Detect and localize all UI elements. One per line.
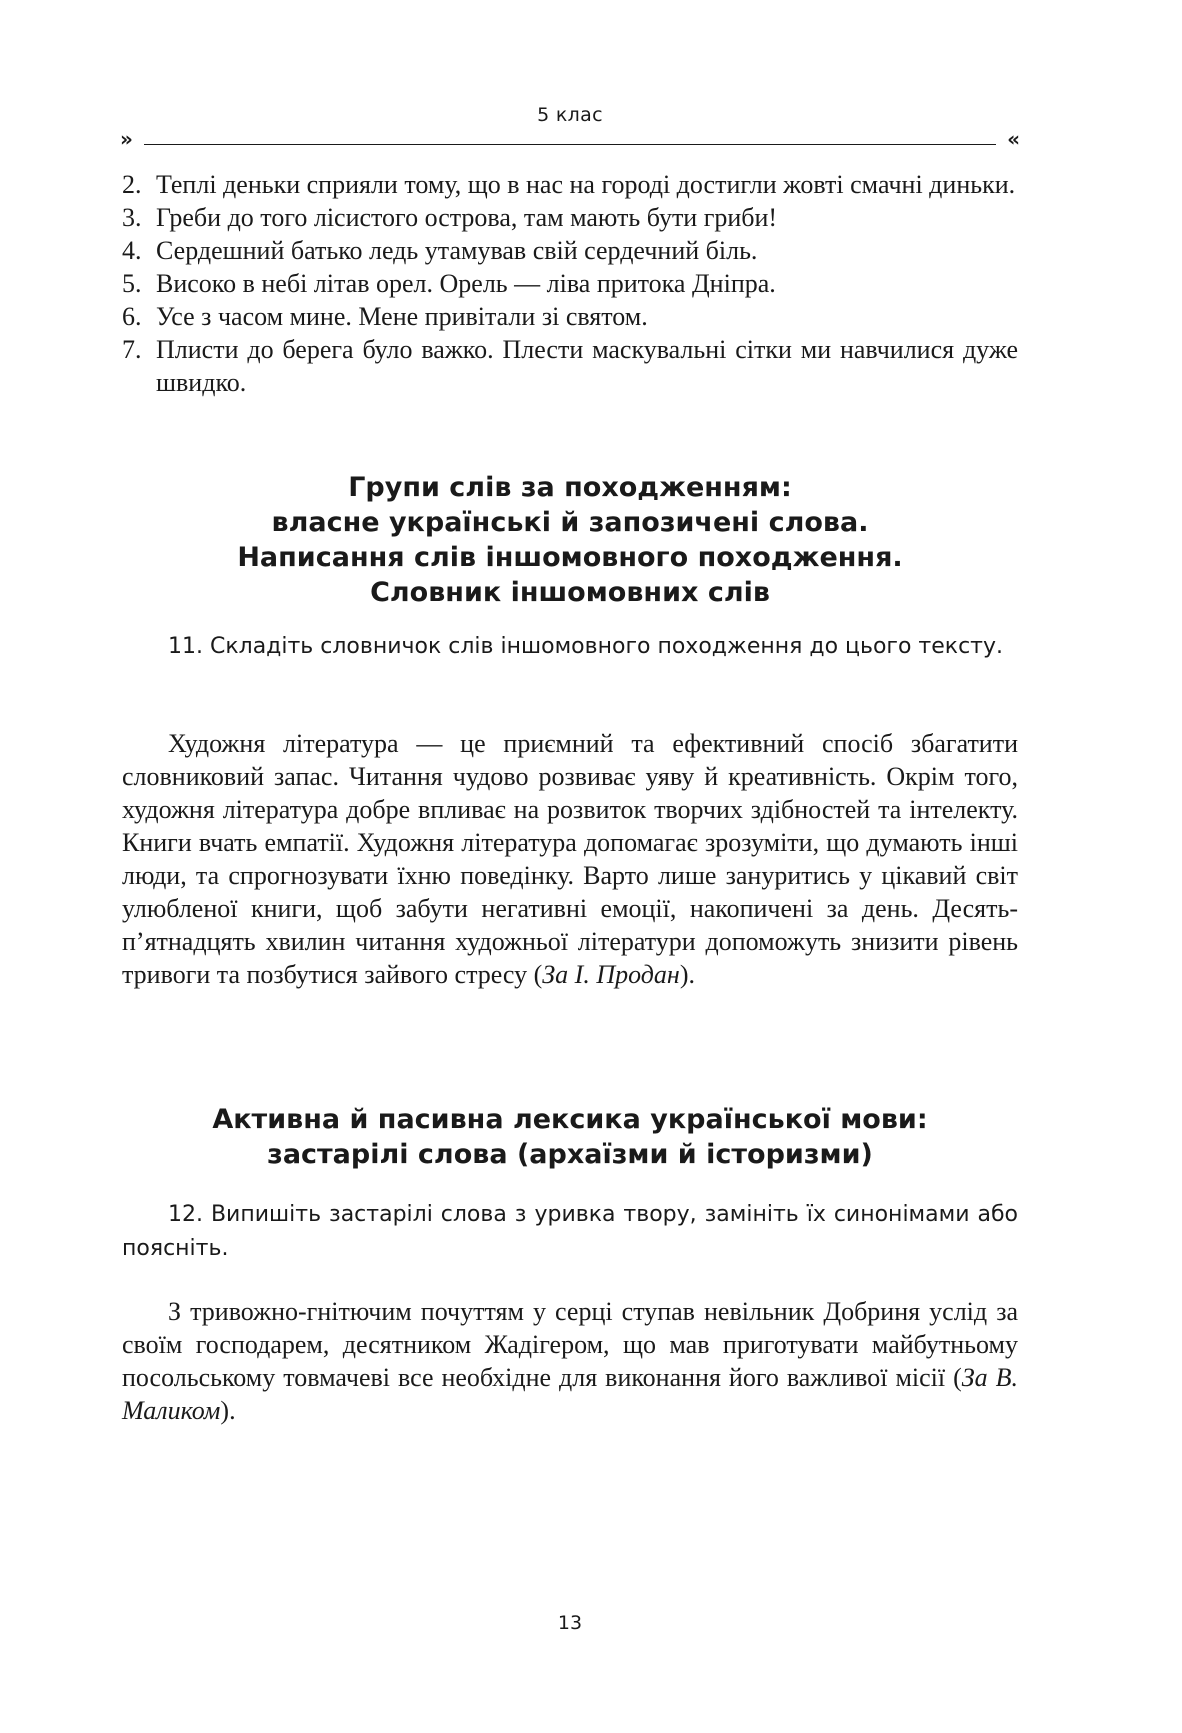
list-item-text: Сердешний батько ледь утамував свій сердечний біль. <box>156 236 758 265</box>
section-heading-line: застарілі слова (архаїзми й історизми) <box>267 1139 873 1170</box>
list-item-number: 5. <box>122 269 142 298</box>
header-rule <box>120 127 1020 152</box>
list-item <box>122 201 1018 234</box>
list-item-text: Греби до того лісистого острова, там мають бути гриби! <box>156 203 778 232</box>
exercise-11-source: За І. Продан <box>542 960 680 989</box>
list-item <box>122 267 1018 300</box>
section-heading-line: Групи слів за походженням: <box>348 472 792 503</box>
ornament-left-icon: » <box>120 127 133 151</box>
list-item <box>122 333 1018 399</box>
section-heading-line: Активна й пасивна лексика української мови: <box>212 1104 928 1135</box>
exercise-12-body: З тривожно-гнітючим почуттям у серці ступав невільник Добриня услід за своїм господарем, десятником Жадігером, що мав приготувати майбутньому посольському товмачеві все необхідне для виконання його важливої місії ( <box>122 1297 1018 1392</box>
section-heading-line: Словник іншомовних слів <box>370 577 770 608</box>
list-item <box>122 168 1018 201</box>
list-item-number: 2. <box>122 170 142 199</box>
section-heading-line: Написання слів іншомовного походження. <box>237 542 903 573</box>
list-item-text: Високо в небі літав орел. Орель — ліва притока Дніпра. <box>156 269 776 298</box>
exercise-11-text <box>122 727 1018 991</box>
exercise-11-task: 11. Складіть словничок слів іншомовного походження до цього тексту. <box>168 634 1003 659</box>
list-item-number: 7. <box>122 335 142 364</box>
list-item-number: 3. <box>122 203 142 232</box>
section-heading-line: власне українські й запозичені слова. <box>271 507 869 538</box>
list-item-number: 6. <box>122 302 142 331</box>
document-page <box>122 0 1018 1733</box>
ornament-right-icon: « <box>1007 127 1020 151</box>
list-item-number: 4. <box>122 236 142 265</box>
list-item-text: Теплі деньки сприяли тому, що в нас на городі достигли жовті смачні диньки. <box>156 170 1016 199</box>
exercise-12-source: За В. Маликом <box>122 1363 1018 1425</box>
list-item <box>122 234 1018 267</box>
exercise-11-end: ). <box>679 960 695 989</box>
section-heading-archaisms <box>122 1102 1018 1172</box>
section-heading-word-origins <box>122 470 1018 610</box>
exercise-12-text <box>122 1295 1018 1427</box>
exercise-11-body: Художня література — це приємний та ефективний спосіб збагатити словниковий запас. Читання чудово розвиває уяву й креативність. Окрім того, художня література добре впливає на розвиток творчих здібностей та інтелекту. Книги вчать емпатії. Художня література допомагає зрозуміти, що думають інші люди, та спрогнозувати їхню поведінку. Варто лише зануритись у цікавий світ улюбленої книги, щоб забути негативні емоції, накопичені за день. Десять-п’ятнадцять хвилин читання художньої літератури допоможуть знизити рівень тривоги та позбутися зайвого стресу ( <box>122 729 1018 989</box>
running-title: 5 клас <box>537 104 603 126</box>
page-number: 13 <box>557 1612 583 1634</box>
header-divider <box>144 144 996 145</box>
exercise-12-end: ). <box>220 1396 236 1425</box>
exercise-12-task: 12. Випишіть застарілі слова з уривка твору, замініть їх синонімами або поясніть. <box>122 1202 1018 1261</box>
list-item-text: Усе з часом мине. Мене привітали зі святом. <box>156 302 648 331</box>
exercise-list <box>122 168 1018 399</box>
list-item-text: Плисти до берега було важко. Плести маскувальні сітки ми навчилися дуже швидко. <box>156 335 1018 397</box>
list-item <box>122 300 1018 333</box>
